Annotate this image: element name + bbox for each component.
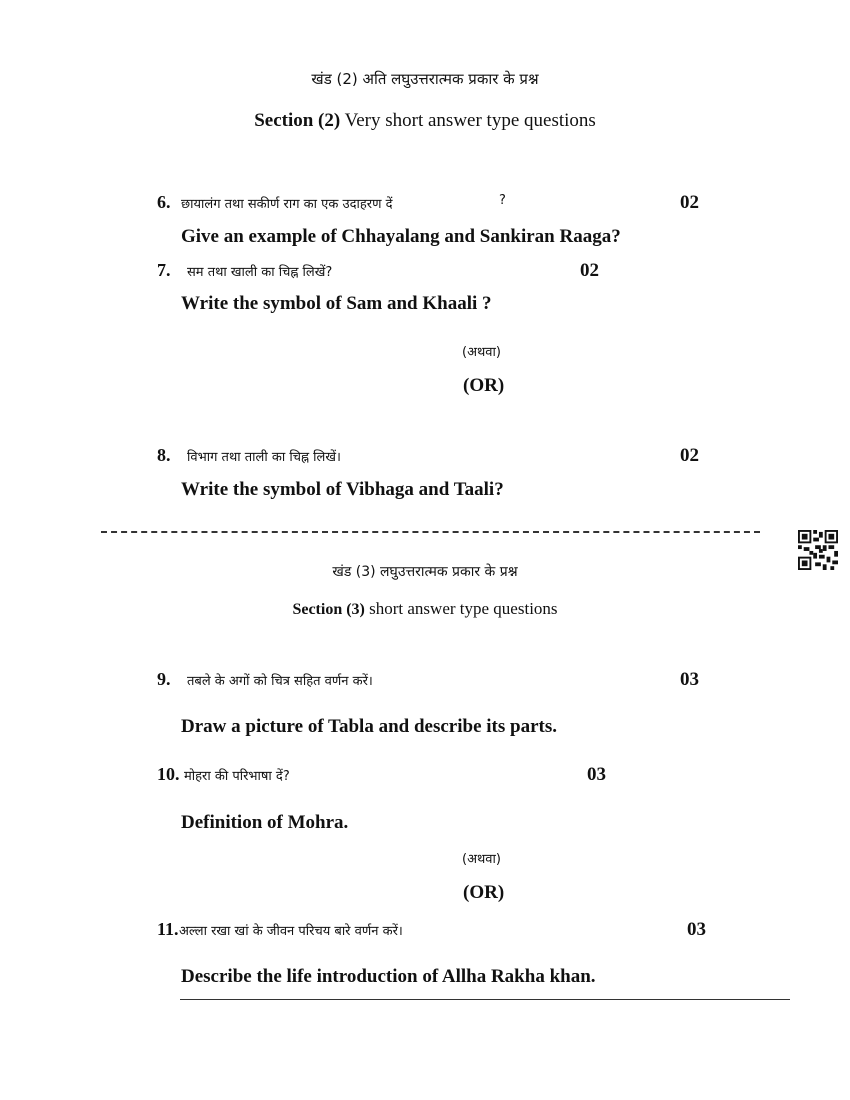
q6-question-mark: ? bbox=[499, 193, 506, 208]
q10-number: 10. bbox=[157, 764, 180, 784]
q6-marks: 02 bbox=[680, 192, 699, 213]
bottom-rule bbox=[180, 999, 790, 1000]
q9-hindi: तबले के अगों को चित्र सहित वर्णन करें। bbox=[187, 674, 373, 689]
section2-heading-hindi: खंड (2) अति लघुउत्तरात्मक प्रकार के प्रश्न bbox=[311, 70, 539, 88]
dashed-divider bbox=[101, 531, 760, 533]
q7-number: 7. bbox=[157, 260, 171, 280]
q11-marks: 03 bbox=[687, 919, 706, 940]
q11-number: 11. bbox=[157, 919, 179, 939]
or1-english: (OR) bbox=[463, 375, 505, 396]
or1-hindi: (अथवा) bbox=[462, 345, 501, 360]
q9-english: Draw a picture of Tabla and describe its parts. bbox=[181, 716, 557, 737]
section2-heading-english bbox=[0, 110, 850, 132]
q8-english: Write the symbol of Vibhaga and Taali? bbox=[181, 479, 504, 500]
q7-marks: 02 bbox=[580, 260, 599, 281]
q6-number: 6. bbox=[157, 192, 171, 212]
section2-label: Section (2) bbox=[254, 110, 341, 131]
section3-heading-english bbox=[0, 599, 850, 619]
section3-heading-hindi: खंड (3) लघुउत्तरात्मक प्रकार के प्रश्न bbox=[332, 564, 518, 580]
section2-title: Very short answer type questions bbox=[340, 110, 596, 131]
section3-title: short answer type questions bbox=[364, 599, 558, 618]
q7-english: Write the symbol of Sam and Khaali ? bbox=[181, 293, 492, 314]
q8-number: 8. bbox=[157, 445, 171, 465]
or2-hindi: (अथवा) bbox=[462, 852, 501, 867]
q6-english: Give an example of Chhayalang and Sankiran Raaga? bbox=[181, 226, 621, 247]
or2-english: (OR) bbox=[463, 882, 505, 903]
q7-hindi: सम तथा खाली का चिह्न लिखें? bbox=[187, 265, 333, 280]
q6-hindi: छायालंग तथा सकीर्ण राग का एक उदाहरण दें bbox=[181, 197, 393, 212]
section3-label: Section (3) bbox=[292, 601, 365, 618]
q10-hindi: मोहरा की परिभाषा दें? bbox=[184, 769, 290, 784]
q11-english: Describe the life introduction of Allha Rakha khan. bbox=[181, 966, 596, 987]
q9-marks: 03 bbox=[680, 669, 699, 690]
q8-marks: 02 bbox=[680, 445, 699, 466]
q8-hindi: विभाग तथा ताली का चिह्न लिखें। bbox=[187, 450, 341, 465]
q11-hindi: अल्ला रखा खां के जीवन परिचय बारे वर्णन करें। bbox=[179, 924, 403, 939]
q10-english: Definition of Mohra. bbox=[181, 812, 349, 833]
q10-marks: 03 bbox=[587, 764, 606, 785]
q9-number: 9. bbox=[157, 669, 171, 689]
